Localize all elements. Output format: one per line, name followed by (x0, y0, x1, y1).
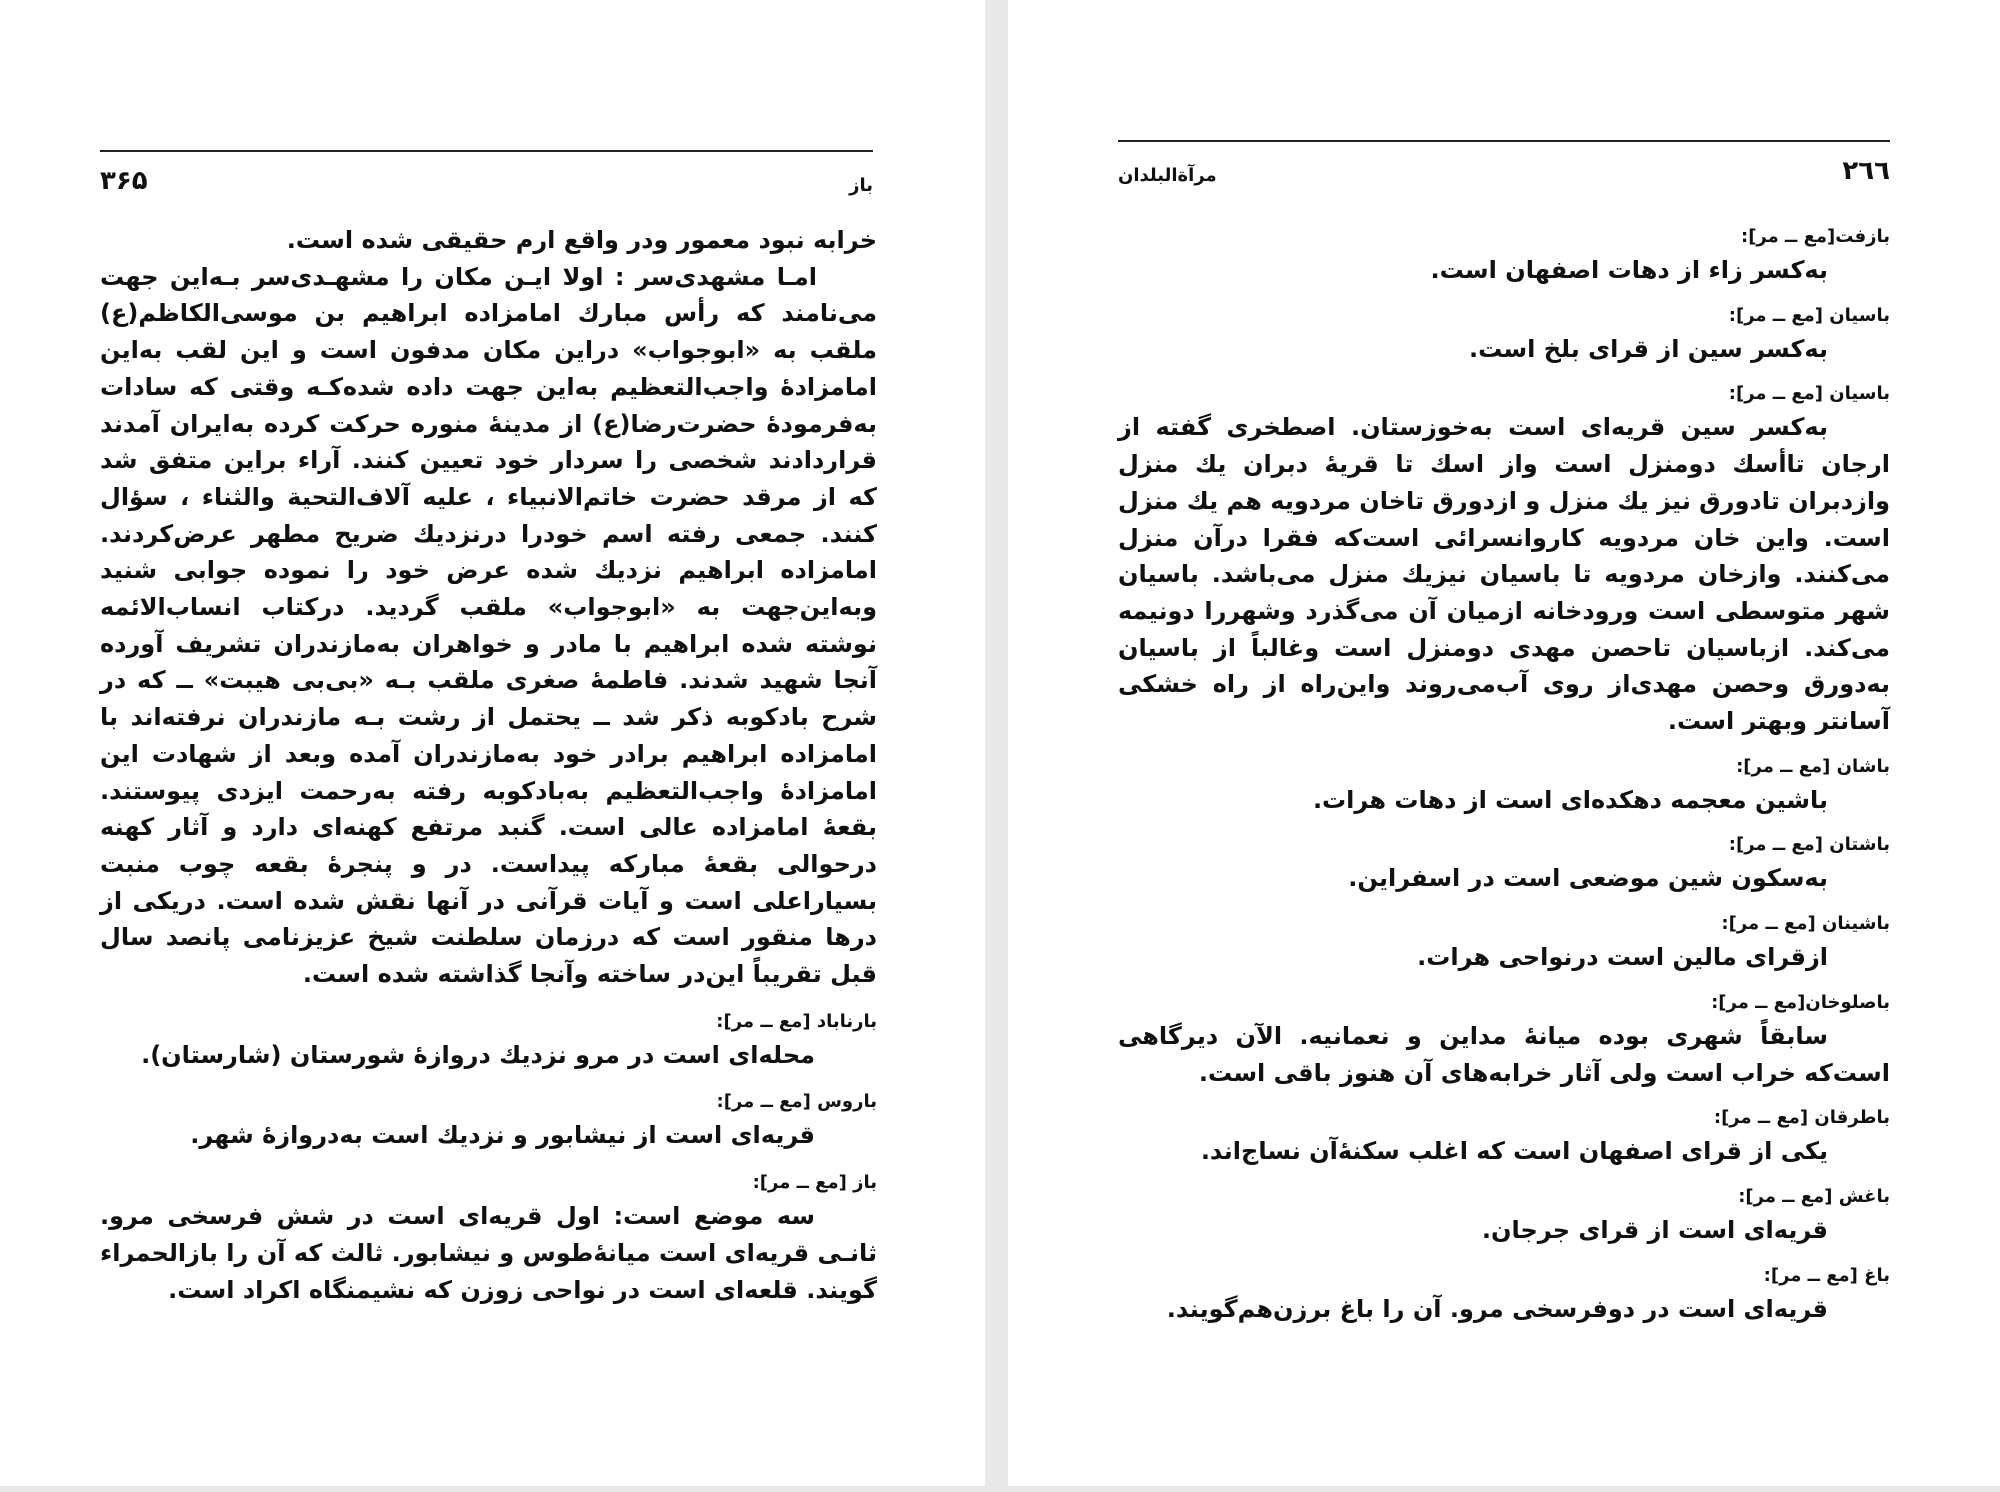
dictionary-entry (1118, 909, 1890, 976)
dictionary-entry (100, 1007, 877, 1074)
entry-definition: سابقاً شهری بوده میانهٔ مداین و نعمانیه. الآن دیرگاهی است‌که خراب است ولی آثار خرابه‌های آن هنوز باقی است. (1118, 1021, 1890, 1087)
entry-definition: قریه‌ای است در دوفرسخی مرو. آن را باغ برزن‌هم‌گویند. (1166, 1294, 1828, 1323)
dictionary-entry (1118, 988, 1890, 1091)
entry-headword: بارناباد [مع ــ مر]: (716, 1010, 877, 1032)
running-title: باز (849, 175, 873, 196)
entry-definition: یکی از قرای اصفهان است که اغلب سکنهٔ‌آن نساج‌اند. (1200, 1137, 1828, 1166)
entry-definition: به‌کسر زاء از دهات اصفهان است. (1430, 256, 1828, 284)
dictionary-entry (1118, 1261, 1890, 1328)
dictionary-entry (1118, 1103, 1890, 1170)
entry-definition: قریه‌ای است از قرای جرجان. (1481, 1215, 1828, 1244)
dictionary-entry (100, 1087, 877, 1154)
entry-headword: بازفت[مع ــ مر]: (1741, 226, 1890, 247)
entry-definition: سه موضع است: اول قریه‌ای است در شش‌ فرسخی مرو. ثانـی قریه‌ای است میانهٔ‌طوس و نیشابور. ثالث که آن را بازالحمراء گویند. قلعه‌ای است در نواحی زوزن که نشیمنگاه اکراد است. (100, 1202, 877, 1304)
entry-definition: باشین معجمه دهکده‌ای است از دهات هرات. (1312, 785, 1828, 814)
entry-headword: باغش [مع ــ مر]: (1738, 1185, 1890, 1207)
entry-definition: به‌کسر سین از قرای بلخ است. (1468, 334, 1828, 363)
entry-headword: باشان [مع ــ مر]: (1736, 755, 1890, 777)
dictionary-entry (1118, 301, 1890, 368)
paragraph: امـا مشهدی‌سر : اولا ایـن مکان را مشهـدی‌سر بـه‌این جهت می‌نامند که رأس مبارك امامزاده ابراهیم بن موسی‌الکاظم(ع) ملقب به «ابوجواب» دراین مکان مدفون است و این لقب به‌این امامزادهٔ واجب‌التعظیم به‌این جهت داده شده‌کـه وقتی که سادات به‌فرمودهٔ حضرت‌رضا(ع) از مدینهٔ منوره حرکت کرده به‌ایران آمدند قراردادند شخصی را سردار خود تعیین کنند. آراء براین متفق شد که از مرقد حضرت خاتم‌الانبیاء ، علیه آلاف‌التحیة والثناء ، سؤال کنند. جمعی رفته اسم خودرا درنزدیك ضریح مطهر عرض‌کردند. امامزاده ابراهیم نزدیك شده عرض خود را نموده جوابی شنید وبه‌این‌جهت به «ابوجواب» ملقب گردید. درکتاب انساب‌الائمه نوشته شده ابراهیم با مادر و خواهران به‌مازندران تشریف آورده آنجا شهید شدند. فاطمهٔ صغری ملقب بـه «بی‌بی هیبت» ــ که در شرح بادکوبه ذکر شد ــ یحتمل از رشت بـه مازندران نرفته‌اند با امامزاده ابراهیم برادر خود به‌مازندران آمده وبعد از شهادت این امامزادهٔ واجب‌التعظیم به‌بادکوبه رفته به‌رحمت ایزدی پیوستند. بقعهٔ امامزاده عالی است. گنبد مرتفع کهنه‌ای دارد و آثار کهنه درحوالی بقعهٔ مبارکه پیداست. در و پنجرهٔ بقعه چوب منبت بسیاراعلی است و آیات قرآنی در آنها نقش شده است. دریکی از درها منقور است که درزمان سلطنت شیخ عزیزنامی پانصد سال قبل تقریباً این‌در ساخته وآنجا گذاشته شده است. (100, 262, 877, 989)
entry-definition: ازقرای مالین است درنواحی هرات. (1417, 943, 1828, 972)
dictionary-entry (1118, 830, 1890, 897)
page-body (1118, 222, 1890, 1327)
page-body (100, 222, 877, 1308)
running-title: مرآةالبلدان (1118, 165, 1217, 186)
dictionary-entry (100, 1168, 877, 1308)
entry-definition: قریه‌ای است از نیشابور و نزدیك است به‌دروازهٔ شهر. (190, 1121, 815, 1150)
entry-headword: باغ [مع ــ مر]: (1763, 1264, 1890, 1286)
entry-headword: باسیان [مع ــ مر]: (1728, 383, 1890, 405)
right-page (1008, 0, 2000, 1486)
entry-headword: باسیان [مع ــ مر]: (1728, 304, 1890, 326)
entry-headword: باشینان [مع ــ مر]: (1721, 913, 1890, 935)
left-page (0, 0, 985, 1486)
entry-definition: محله‌ای است در مرو نزدیك دروازهٔ شورستان (شارستان). (141, 1040, 815, 1069)
entry-headword: باطرقان [مع ــ مر]: (1713, 1107, 1890, 1129)
dictionary-entry (1118, 379, 1890, 739)
page-number: ۳۶۵ (100, 166, 148, 196)
entry-headword: باشتان [مع ــ مر]: (1728, 834, 1890, 856)
entry-headword: باروس [مع ــ مر]: (716, 1091, 877, 1113)
page-number: ۲٦٦ (1842, 156, 1890, 186)
entry-definition: به‌سکون شین موضعی است در اسفراین. (1348, 864, 1828, 893)
paragraph: خرابه نبود معمور ودر واقع ارم حقیقی شده است. (286, 226, 877, 254)
dictionary-entry (1118, 1182, 1890, 1249)
entry-headword: باز [مع ــ مر]: (752, 1172, 877, 1194)
page-header (1118, 140, 1890, 186)
dictionary-entry (1118, 752, 1890, 819)
dictionary-entry (1118, 222, 1890, 289)
page-header (100, 150, 873, 196)
entry-headword: باصلوخان[مع ــ مر]: (1711, 991, 1890, 1013)
entry-definition: به‌کسر سین قریه‌ای است به‌خوزستان. اصطخری گفته از ارجان تاأسك دومنزل است واز اسك تا قریهٔ دبران یك منزل وازدبران تادورق نیز یك منزل و ازدورق تاخان مردویه هم یك منزل است. واین خان مردویه کاروانسرائی است‌که فقرا درآن منزل می‌کنند. وازخان مردویه تا باسیان نیزیك منزل می‌باشد. باسیان شهر متوسطی است ورودخانه ازمیان آن می‌گذرد وشهررا دونیمه می‌کند. ازباسیان تاحصن مهدی دومنزل است وغالباً از باسیان به‌دورق وحصن مهدی‌از روی آب‌می‌روند واین‌راه از راه خشکی آسانتر وبهتر است. (1118, 413, 1890, 736)
